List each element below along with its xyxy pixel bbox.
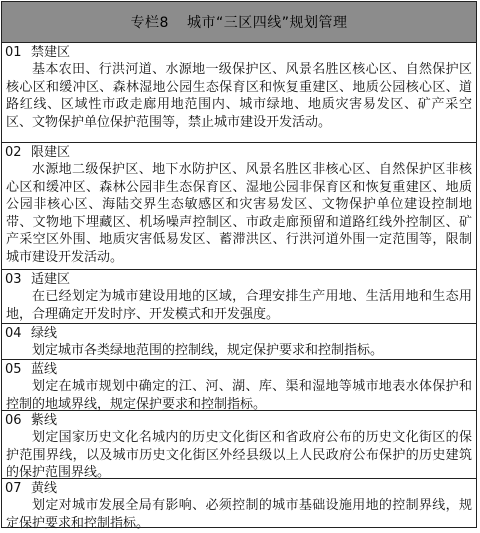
section-row-forbidden-zone <box>2 43 476 143</box>
section-title: 适建区 <box>31 272 71 287</box>
section-title: 蓝线 <box>31 362 58 377</box>
section-heading <box>2 411 476 429</box>
section-code: 03 <box>5 272 22 287</box>
section-code: 01 <box>5 45 22 60</box>
section-row-blue-line <box>2 360 476 411</box>
section-heading <box>2 360 476 378</box>
section-code: 05 <box>5 362 22 377</box>
section-body: 划定在城市规划中确定的江、河、湖、库、渠和湿地等城市地表水体保护和控制的地域界线，规定保护要求和控制指标。 <box>6 379 472 412</box>
column-number: 专栏8 <box>130 15 169 31</box>
column-title: 城市“三区四线”规划管理 <box>186 15 348 31</box>
section-body: 划定对城市发展全局有影响、必须控制的城市基础设施用地的控制界线，规定保护要求和控制指标。 <box>6 498 472 531</box>
section-body: 基本农田、行洪河道、水源地一级保护区、风景名胜区核心区、自然保护区核心区和缓冲区、森林湿地公园生态保育区和恢复重建区、地质公园核心区、道路红线、区域性市政走廊用地范围内、城市绿地、地质灾害易发区、矿产采空区、文物保护单位保护范围等，禁止城市建设开发活动。 <box>6 62 472 130</box>
section-code: 06 <box>5 413 22 428</box>
section-code: 04 <box>5 326 22 341</box>
section-title: 限建区 <box>31 145 71 160</box>
section-title: 绿线 <box>31 326 58 341</box>
section-row-green-line <box>2 324 476 360</box>
column-box <box>1 1 477 531</box>
column-header <box>2 2 476 43</box>
section-row-purple-line <box>2 411 476 479</box>
section-heading <box>2 143 476 161</box>
section-body: 划定城市各类绿地范围的控制线，规定保护要求和控制指标。 <box>32 343 384 358</box>
section-title: 黄线 <box>31 481 58 496</box>
section-body: 在已经划定为城市建设用地的区域，合理安排生产用地、生活用地和生态用地，合理确定开发时序、开发模式和开发强度。 <box>6 289 472 322</box>
section-row-restricted-zone <box>2 143 476 270</box>
section-code: 07 <box>5 481 22 496</box>
section-heading <box>2 43 476 61</box>
section-row-yellow-line <box>2 479 476 530</box>
section-body: 水源地二级保护区、地下水防护区、风景名胜区非核心区、自然保护区非核心区和缓冲区、森林公园非生态保育区、湿地公园非保育区和恢复重建区、地质公园非核心区、海陆交界生态敏感区和灾害易发区、文物保护单位建设控制地带、文物地下埋藏区、机场噪声控制区、市政走廊预留和道路红线外控制区、矿产采空区外围、地质灾害低易发区、蓄滞洪区、行洪河道外围一定范围等，限制城市建设开发活动。 <box>6 162 472 265</box>
section-code: 02 <box>5 145 22 160</box>
section-title: 紫线 <box>31 413 58 428</box>
section-row-suitable-zone <box>2 270 476 324</box>
section-heading <box>2 324 476 342</box>
section-heading <box>2 270 476 288</box>
section-body: 划定国家历史文化名城内的历史文化街区和省政府公布的历史文化街区的保护范围界线，以及城市历史文化街区外经县级以上人民政府公布保护的历史建筑的保护范围界线。 <box>6 430 472 481</box>
section-title: 禁建区 <box>31 45 71 60</box>
